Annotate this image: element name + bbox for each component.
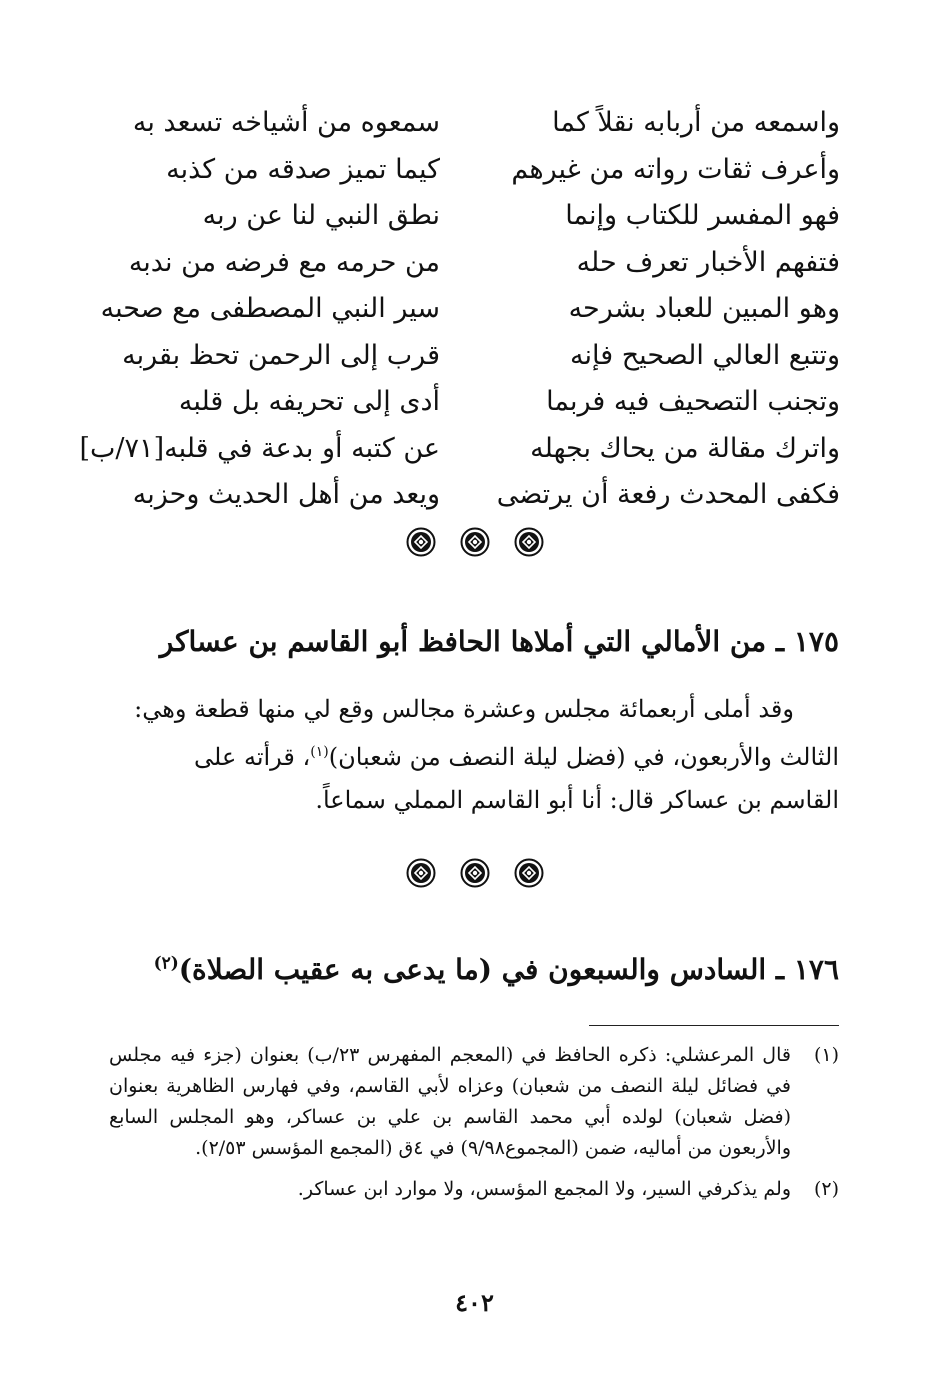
page-number: ٤٠٢ bbox=[455, 1288, 494, 1317]
footnotes bbox=[109, 1040, 839, 1205]
verse-second-hemistich: سمعوه من أشياخه تسعد به bbox=[132, 107, 440, 138]
ornament-divider bbox=[0, 527, 949, 557]
poem-verse bbox=[80, 100, 840, 147]
poem-verse bbox=[80, 240, 840, 287]
poem-verse bbox=[80, 379, 840, 426]
verse-first-hemistich: وأعرف ثقات رواته من غيرهم bbox=[511, 153, 840, 185]
footnote-number: (١) bbox=[813, 1044, 839, 1066]
verse-first-hemistich: فكفى المحدث رفعة أن يرتضى bbox=[496, 479, 840, 510]
ornament-icon bbox=[460, 858, 490, 888]
footnote-ref: (١) bbox=[310, 744, 329, 760]
footnote-text: ولم يذكرفي السير، ولا المجمع المؤسس، ولا موارد ابن عساكر. bbox=[297, 1178, 791, 1200]
footnote bbox=[109, 1174, 839, 1205]
verse-first-hemistich: واسمعه من أربابه نقلاً كما bbox=[552, 107, 840, 138]
verse-first-hemistich: واترك مقالة من يحاك بجهله bbox=[530, 432, 840, 464]
ornament-icon bbox=[406, 527, 436, 557]
verse-second-hemistich: سير النبي المصطفى مع صحبه bbox=[100, 293, 440, 324]
footnote-ref: (٢) bbox=[153, 953, 179, 974]
poem-verse bbox=[80, 426, 840, 473]
heading-text: ١٧٦ ـ السادس والسبعون في (ما يدعى به عقيب الصلاة) bbox=[178, 953, 839, 986]
verse-first-hemistich: وهو المبين للعباد بشرحه bbox=[568, 293, 840, 324]
verse-second-hemistich: نطق النبي لنا عن ربه bbox=[202, 200, 440, 231]
poem-verse bbox=[80, 193, 840, 240]
paragraph-line bbox=[109, 731, 839, 779]
verse-second-hemistich: عن كتبه أو بدعة في قلبه[٧١/ب] bbox=[79, 432, 440, 464]
paragraph-line: وقد أملى أربعمائة مجلس وعشرة مجالس وقع لي منها قطعة وهي: bbox=[134, 695, 794, 723]
poem-verse bbox=[80, 472, 840, 519]
verse-first-hemistich: فهو المفسر للكتاب وإنما bbox=[565, 200, 840, 231]
ornament-icon bbox=[460, 527, 490, 557]
verse-second-hemistich: كيما تميز صدقه من كذبه bbox=[166, 153, 440, 185]
ornament-icon bbox=[406, 858, 436, 888]
footnote-separator bbox=[589, 1025, 839, 1026]
verse-second-hemistich: أدى إلى تحريفه بل قلبه bbox=[178, 386, 440, 417]
section-175-paragraph bbox=[109, 688, 839, 822]
verse-first-hemistich: فتفهم الأخبار تعرف حله bbox=[576, 246, 840, 278]
verse-second-hemistich: قرب إلى الرحمن تحظ بقربه bbox=[122, 339, 440, 371]
poem-verse bbox=[80, 333, 840, 380]
verse-first-hemistich: وتتبع العالي الصحيح فإنه bbox=[570, 339, 840, 371]
section-heading-176 bbox=[110, 953, 839, 986]
paragraph-text: ، قرأته على bbox=[194, 743, 311, 771]
ornament-divider bbox=[0, 858, 949, 888]
ornament-icon bbox=[514, 858, 544, 888]
paragraph-text: الثالث والأربعون، في (فضل ليلة النصف من شعبان) bbox=[328, 743, 839, 771]
verse-second-hemistich: من حرمه مع فرضه من ندبه bbox=[128, 246, 440, 278]
poem-verse bbox=[80, 147, 840, 194]
footnote-number: (٢) bbox=[813, 1178, 839, 1200]
poem bbox=[80, 100, 840, 519]
ornament-icon bbox=[514, 527, 544, 557]
paragraph-line: القاسم بن عساكر قال: أنا أبو القاسم المملي سماعاً. bbox=[315, 786, 839, 814]
verse-first-hemistich: وتجنب التصحيف فيه فربما bbox=[546, 386, 840, 417]
verse-second-hemistich: ويعد من أهل الحديث وحزبه bbox=[132, 479, 440, 510]
poem-verse bbox=[80, 286, 840, 333]
footnote-text: قال المرعشلي: ذكره الحافظ في (المعجم المفهرس ٢٣/ب) بعنوان (جزء فيه مجلس في فضائل ليلة النصف من شعبان) وعزاه لأبي القاسم، وفي فهارس الظاهرية بعنوان (فضل شعبان) لولده أبي محمد القاسم بن علي بن عساكر، وهو المجلس السابع والأربعون من أماليه، ضمن (المجموع٩/٩٨) في ٤ق (المجمع المؤسس ٢/٥٣). bbox=[109, 1044, 791, 1159]
section-heading-175: ١٧٥ ـ من الأمالي التي أملاها الحافظ أبو القاسم بن عساكر bbox=[159, 625, 839, 658]
footnote bbox=[109, 1040, 839, 1164]
